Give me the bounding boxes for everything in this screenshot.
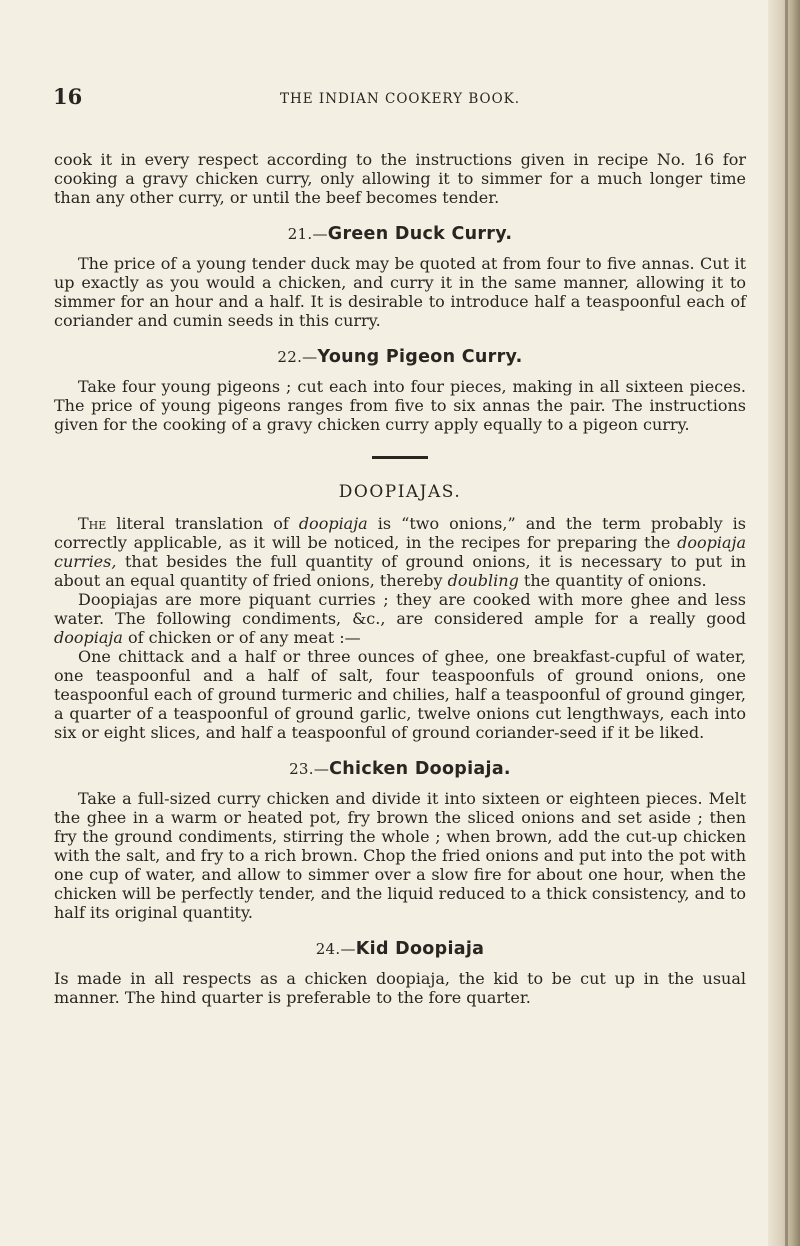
section-p1-part-d: the quantity of onions. [518, 571, 707, 590]
section-p1-part-a: literal translation of [106, 514, 299, 533]
book-binding-edge [768, 0, 800, 1246]
page-number: 16 [53, 84, 83, 109]
term-doubling: doubling [447, 571, 519, 590]
recipe-21-number: 21.— [287, 225, 328, 243]
section-paragraph-2 [54, 590, 746, 647]
recipe-22-number: 22.— [277, 348, 318, 366]
recipe-22-heading [54, 348, 746, 367]
recipe-21-text: The price of a young tender duck may be quoted at from four to five annas. Cut it up exactly as you would a chicken, and curry it in the same manner, allowing it to simmer for an hour and a half. It is desirable to introduce half a teaspoonful each of coriander and cumin seeds in this curry. [54, 254, 746, 330]
book-spine-shadow [785, 0, 788, 1246]
term-doopiaja: doopiaja [298, 514, 368, 533]
recipe-23-title: Chicken Doopiaja. [329, 759, 511, 779]
section-divider [372, 456, 428, 459]
recipe-24-text: Is made in all respects as a chicken doopiaja, the kid to be cut up in the usual manner. The hind quarter is preferable to the fore quarter. [54, 969, 746, 1007]
section-title: DOOPIAJAS. [338, 482, 462, 502]
term-doopiaja-curries: doopiaja curries, [54, 533, 746, 571]
recipe-23-text: Take a full-sized curry chicken and divide it into sixteen or eighteen pieces. Melt the ghee in a warm or heated pot, fry brown the sliced onions and set aside ; then fry the ground condiments, stirring the whole ; when brown, add the cut-up chicken with the salt, and fry to a rich brown. Chop the fried onions and put into the pot with one cup of water, and allow to simmer over a slow fire for about one hour, when the chicken will be perfectly tender, and the liquid reduced to a thick consistency, and to half its original quantity. [54, 789, 746, 922]
section-paragraph-1 [54, 514, 746, 590]
section-p1-part-b: is “two onions,” and the term probably is correctly applicable, as it will be noticed, in the recipes for preparing the [54, 514, 746, 552]
section-paragraph-3: One chittack and a half or three ounces of ghee, one breakfast-cupful of water, one teaspoonful and a half of salt, four teaspoonfuls of ground onions, one teaspoonful each of ground turmeric and chilies, half a teaspoonful of ground ginger, a quarter of a teaspoonful of ground garlic, twelve onions cut lengthways, each into six or eight slices, and half a teaspoonful of ground coriander-seed if it be liked. [54, 647, 746, 742]
recipe-22-text: Take four young pigeons ; cut each into four pieces, making in all sixteen pieces. The price of young pigeons ranges from five to six annas the pair. The instructions given for the cooking of a gravy chicken curry apply equally to a pigeon curry. [54, 377, 746, 434]
section-p2-part-b: of chicken or of any meat :— [122, 628, 361, 647]
section-p2-part-a: Doopiajas are more piquant curries ; they are cooked with more ghee and less water. The following condiments, &c., are considered ample for a really good [54, 590, 746, 628]
page-content [54, 150, 746, 1007]
recipe-24-number: 24.— [315, 940, 356, 958]
first-word: The [78, 514, 107, 533]
recipe-21-heading [54, 225, 746, 244]
term-doopiaja-2: doopiaja [54, 628, 123, 647]
running-title: THE INDIAN COOKERY BOOK. [279, 91, 521, 107]
recipe-23-heading [54, 760, 746, 779]
recipe-24-title: Kid Doopiaja [355, 939, 485, 959]
page-header [50, 84, 750, 114]
recipe-22-title: Young Pigeon Curry. [317, 347, 523, 367]
recipe-24-heading [54, 940, 746, 959]
intro-paragraph: cook it in every respect according to the instructions given in recipe No. 16 for cooking a gravy chicken curry, only allowing it to simmer for a much longer time than any other curry, or until the beef becomes tender. [54, 150, 746, 207]
recipe-23-number: 23.— [289, 760, 330, 778]
section-p1-part-c: that besides the full quantity of ground onions, it is necessary to put in about an equal quantity of fried onions, thereby [54, 552, 746, 590]
recipe-21-title: Green Duck Curry. [327, 224, 513, 244]
